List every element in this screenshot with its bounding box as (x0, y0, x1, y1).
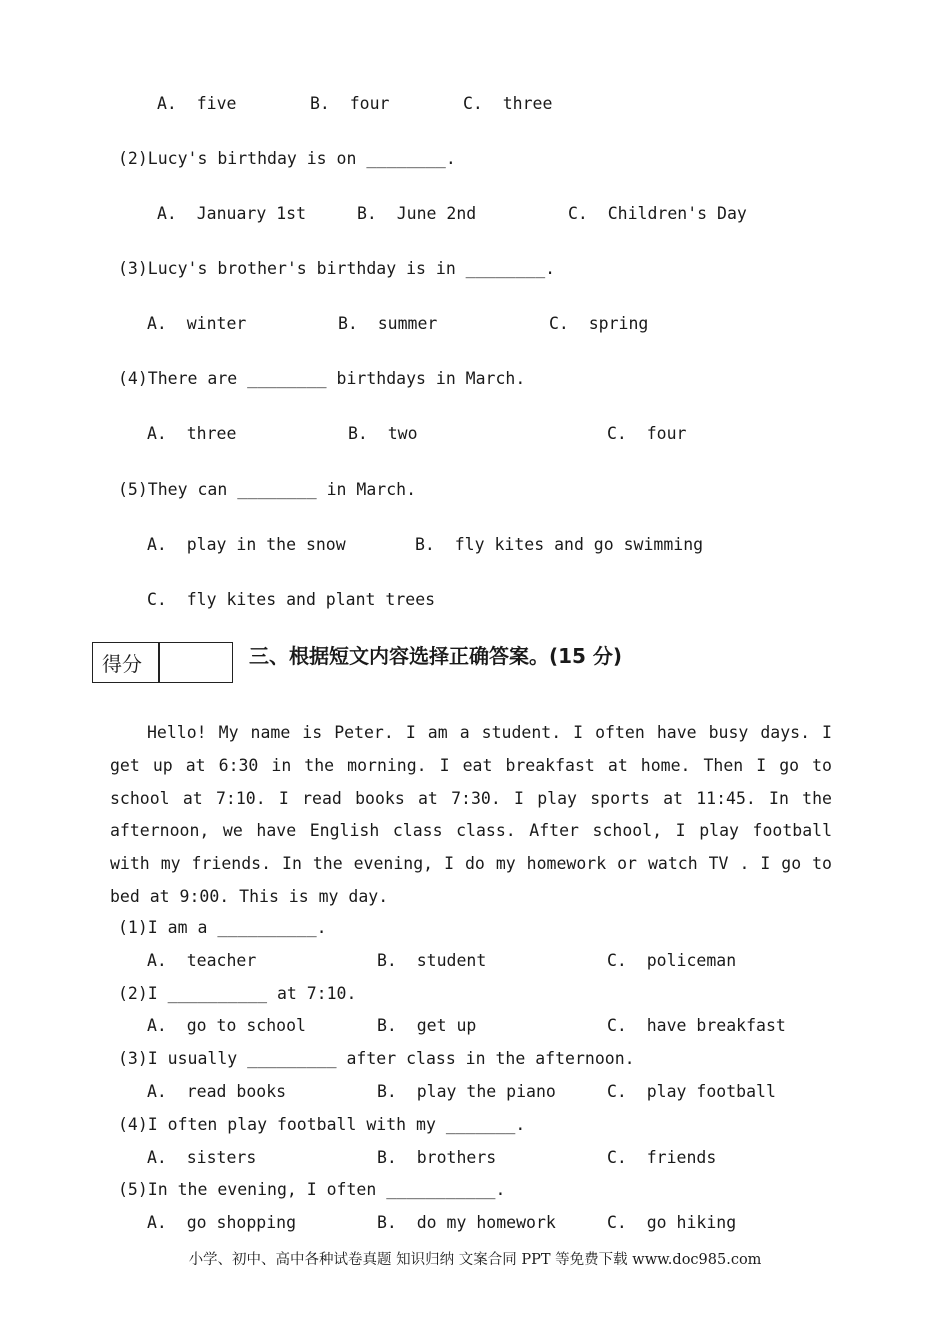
q3-option-a: A. winter (147, 314, 247, 333)
s3-q1-option-b: B. student (377, 951, 487, 970)
q2-option-a: A. January 1st (157, 204, 307, 223)
q1-option-a: A. five (157, 94, 237, 113)
section-3-heading: 三、根据短文内容选择正确答案。(15 分) (249, 644, 623, 668)
s3-q1-option-c: C. policeman (607, 951, 737, 970)
question-3: (3)Lucy's brother's birthday is in ________. (118, 259, 556, 278)
s3-q3-option-a: A. read books (147, 1082, 287, 1101)
q5-option-a: A. play in the snow (147, 535, 346, 554)
s3-q5-option-c: C. go hiking (607, 1213, 737, 1232)
reading-passage: Hello! My name is Peter. I am a student. I often have busy days. I get up at 6:30 in the morning. I eat breakfast at home. Then I go to school at 7:10. I read books at 7:30. I play sports at 11:45. In the afternoon, we have English class class. After school, I play football with my friends. In the evening, I do my homework or watch TV . I go to bed at 9:00. This is my day. (110, 723, 832, 906)
question-4: (4)There are ________ birthdays in March. (118, 369, 526, 388)
q1-option-c: C. three (463, 94, 553, 113)
s3-q5-option-b: B. do my homework (377, 1213, 556, 1232)
question-5: (5)They can ________ in March. (118, 480, 417, 499)
q4-option-c: C. four (607, 424, 687, 443)
score-box (92, 642, 233, 683)
s3-q2-option-c: C. have breakfast (607, 1016, 786, 1035)
page-footer: 小学、初中、高中各种试卷真题 知识归纳 文案合同 PPT 等免费下载 www.doc985.com (188, 1252, 762, 1268)
s3-question-3: (3)I usually _________ after class in the afternoon. (118, 1049, 635, 1068)
score-box-divider (158, 643, 160, 682)
q5-option-c: C. fly kites and plant trees (147, 590, 436, 609)
score-label: 得分 (102, 652, 142, 676)
s3-q2-option-a: A. go to school (147, 1016, 306, 1035)
q4-option-b: B. two (348, 424, 418, 443)
s3-question-2: (2)I __________ at 7:10. (118, 984, 357, 1003)
s3-question-4: (4)I often play football with my _______. (118, 1115, 526, 1134)
q2-option-c: C. Children's Day (568, 204, 747, 223)
q3-option-c: C. spring (549, 314, 649, 333)
s3-q3-option-b: B. play the piano (377, 1082, 556, 1101)
s3-q4-option-b: B. brothers (377, 1148, 497, 1167)
s3-question-5: (5)In the evening, I often ___________. (118, 1180, 506, 1199)
s3-question-1: (1)I am a __________. (118, 918, 327, 937)
q5-option-b: B. fly kites and go swimming (415, 535, 704, 554)
question-2: (2)Lucy's birthday is on ________. (118, 149, 456, 168)
q2-option-b: B. June 2nd (357, 204, 477, 223)
s3-q3-option-c: C. play football (607, 1082, 776, 1101)
s3-q5-option-a: A. go shopping (147, 1213, 297, 1232)
q1-option-b: B. four (310, 94, 390, 113)
s3-q2-option-b: B. get up (377, 1016, 477, 1035)
q4-option-a: A. three (147, 424, 237, 443)
s3-q4-option-c: C. friends (607, 1148, 717, 1167)
s3-q1-option-a: A. teacher (147, 951, 257, 970)
s3-q4-option-a: A. sisters (147, 1148, 257, 1167)
q3-option-b: B. summer (338, 314, 438, 333)
